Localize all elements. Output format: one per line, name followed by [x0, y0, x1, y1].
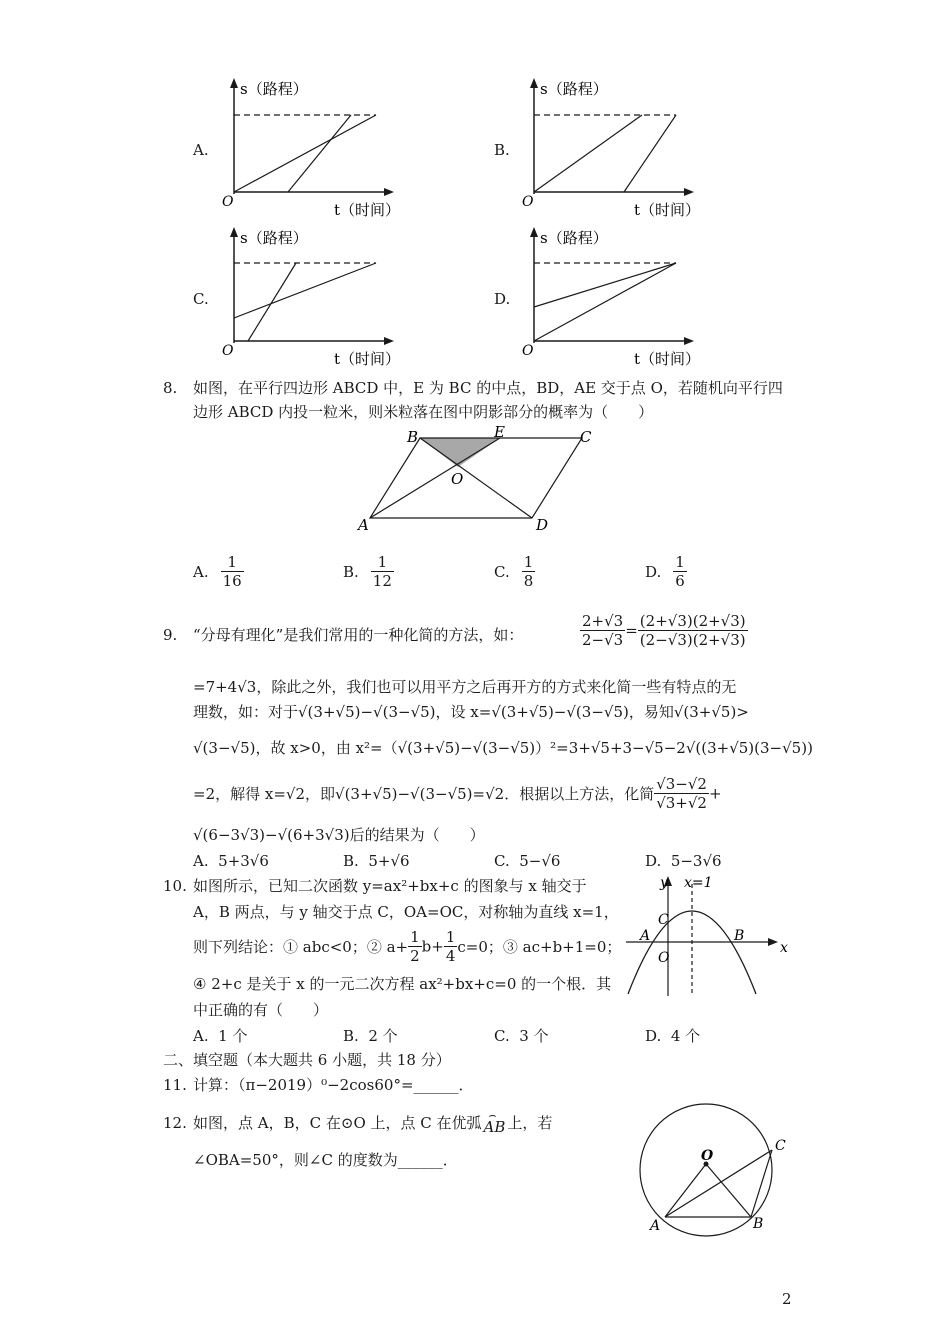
q10-point-c: C	[658, 912, 669, 928]
q11-number: 11.	[163, 1076, 187, 1094]
q10-line4: ④ 2+c 是关于 x 的一元二次方程 ax²+bx+c=0 的一个根．其	[193, 975, 612, 993]
section2-title: 二、填空题（本大题共 6 小题，共 18 分）	[163, 1051, 451, 1069]
q12-number: 12.	[163, 1114, 187, 1132]
q8-option-d[interactable]: D. $\frac{1}{6}$	[645, 553, 685, 590]
q9-line2: =7+4√3，除此之外，我们也可以用平方之后再开方的方式来化简一些有特点的无	[193, 678, 737, 696]
q12-circle-figure	[630, 1100, 795, 1240]
q7b-origin: O	[522, 194, 534, 210]
q9-line1: “分母有理化”是我们常用的一种化简的方法，如：	[193, 626, 524, 644]
q8-point-b: B	[407, 428, 419, 446]
q7c-x-label: t（时间）	[334, 350, 401, 368]
q12-line1: 如图，点 A，B，C 在⊙O 上，点 C 在优弧 ⌢ AB 上，若	[193, 1108, 553, 1136]
q9-number: 9.	[163, 626, 178, 644]
q9-option-c[interactable]: C. 5−√6	[494, 852, 561, 870]
q10-option-d[interactable]: D. 4 个	[645, 1027, 701, 1045]
q7-graph-d	[518, 223, 708, 369]
q7-option-d-label: D.	[494, 290, 511, 308]
page-number: 2	[782, 1290, 792, 1308]
q9-line5: =2，解得 x=√2，即√(3+√5)−√(3−√5)=√2．根据以上方法，化简 $\frac{√3-√2}{√3+√2}$ +	[193, 775, 722, 812]
q8-point-d: D	[536, 516, 549, 534]
q10-point-a: A	[640, 928, 651, 944]
q7c-origin: O	[222, 343, 234, 359]
q9-line6: √(6−3√3)−√(6+3√3)后的结果为（ ）	[193, 826, 485, 844]
q10-line5: 中正确的有（ ）	[193, 1001, 329, 1019]
q8-option-c[interactable]: C. $\frac{1}{8}$	[494, 553, 534, 590]
q7a-x-label: t（时间）	[334, 201, 401, 219]
q12-point-c: C	[775, 1138, 786, 1154]
q7d-x-label: t（时间）	[634, 350, 701, 368]
q7-option-a-label: A.	[193, 141, 209, 159]
q12-arc-ab: ⌢ AB	[483, 1108, 506, 1136]
q7d-origin: O	[522, 343, 534, 359]
q9-example-fraction: $\frac{2+√3}{2-√3}$ = $\frac{(2+√3)(2+√3)}{(2-√3)(2+√3)}$	[582, 612, 746, 649]
q8-parallelogram-figure	[350, 422, 610, 540]
q8-line1: 如图，在平行四边形 ABCD 中，E 为 BC 的中点，BD，AE 交于点 O，若随机向平行四	[193, 379, 783, 397]
q8-point-e: E	[494, 423, 505, 441]
q9-line3: 理数，如：对于√(3+√5)−√(3−√5)，设 x=√(3+√5)−√(3−√5)，易知√(3+√5)>	[193, 703, 749, 721]
q9-line4: √(3−√5)，故 x>0，由 x²=（√(3+√5)−√(3−√5)）²=3+√5+3−√5−2√((3+√5)(3−√5))	[193, 739, 813, 757]
q7-option-c-label: C.	[193, 290, 209, 308]
q7a-y-label: s（路程）	[240, 80, 308, 98]
q10-x-label: x	[780, 940, 788, 956]
q10-number: 10.	[163, 877, 187, 895]
q7a-origin: O	[222, 194, 234, 210]
q12-point-b: B	[753, 1216, 764, 1232]
q10-line2: A，B 两点，与 y 轴交于点 C，OA=OC，对称轴为直线 x=1，	[193, 903, 619, 921]
q7-graph-a	[218, 74, 408, 220]
q7-graph-c	[218, 223, 408, 369]
q8-point-a: A	[358, 516, 369, 534]
q9-option-a[interactable]: A. 5+3√6	[193, 852, 269, 870]
q11-text: 计算：（π−2019）⁰−2cos60°=______．	[193, 1076, 474, 1094]
q10-point-b: B	[734, 928, 745, 944]
q8-point-c: C	[580, 428, 592, 446]
q7-option-b-label: B.	[494, 141, 510, 159]
q8-number: 8.	[163, 379, 178, 397]
q10-option-c[interactable]: C. 3 个	[494, 1027, 549, 1045]
q12-line2: ∠OBA=50°，则∠C 的度数为______．	[193, 1151, 458, 1169]
q9-option-d[interactable]: D. 5−3√6	[645, 852, 722, 870]
q7d-y-label: s（路程）	[540, 229, 608, 247]
q10-option-a[interactable]: A. 1 个	[193, 1027, 248, 1045]
q12-point-a: A	[650, 1218, 661, 1234]
q8-line2: 边形 ABCD 内投一粒米，则米粒落在图中阴影部分的概率为（ ）	[193, 403, 654, 421]
q10-parabola-graph	[620, 872, 790, 1000]
q10-line3: 则下列结论：① abc<0；② a+ $\frac{1}{2}$ b+ $\frac{1}{4}$ c=0；③ ac+b+1=0；	[193, 928, 622, 965]
q7b-x-label: t（时间）	[634, 201, 701, 219]
q8-point-o: O	[451, 470, 464, 488]
q12-point-o: O	[701, 1148, 714, 1164]
q10-axis-eq: x=1	[684, 875, 713, 891]
q7b-y-label: s（路程）	[540, 80, 608, 98]
q10-y-label: y	[660, 875, 668, 891]
q8-option-a[interactable]: A. $\frac{1}{16}$	[193, 553, 242, 590]
q10-line1: 如图所示，已知二次函数 y=ax²+bx+c 的图象与 x 轴交于	[193, 877, 587, 895]
q10-origin: O	[658, 950, 670, 966]
q9-option-b[interactable]: B. 5+√6	[343, 852, 410, 870]
q8-option-b[interactable]: B. $\frac{1}{12}$	[343, 553, 392, 590]
q10-option-b[interactable]: B. 2 个	[343, 1027, 398, 1045]
q7c-y-label: s（路程）	[240, 229, 308, 247]
q7-graph-b	[518, 74, 708, 220]
